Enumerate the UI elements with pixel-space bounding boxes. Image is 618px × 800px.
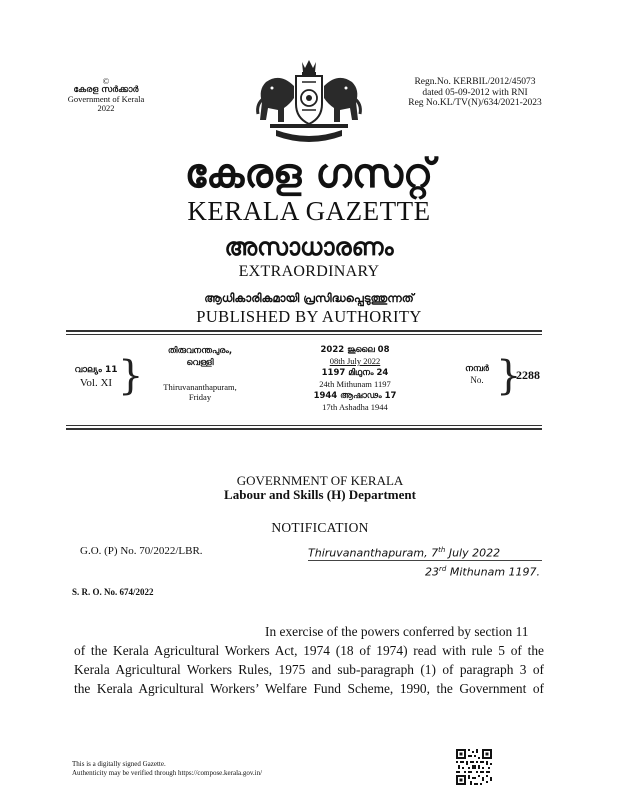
- body-line-1: In exercise of the powers conferred by section 11: [265, 624, 529, 639]
- go-number: G.O. (P) No. 70/2022/LBR.: [80, 545, 203, 557]
- extraordinary-ml: അസാധാരണം: [224, 233, 394, 261]
- mal-date-day: 23: [425, 565, 439, 579]
- saka-ml: 1944 ആഷാഢം 17: [313, 391, 397, 401]
- published-by-ml: ആധികാരികമായി പ്രസിദ്ധപ്പെടുത്തുന്നത്: [204, 291, 414, 305]
- mal-era-en: 24th Mithunam 1197: [319, 379, 391, 389]
- top-rule-thick: [66, 330, 542, 332]
- footer-line-1: This is a digitally signed Gazette.: [72, 760, 166, 768]
- notice-date-rest: July 2022: [448, 546, 501, 560]
- body-line-2: of the Kerala Agricultural Workers Act, 1974 (18 of 1974) read with rule 5 of the: [74, 643, 544, 658]
- regn-dated: dated 05-09-2012 with RNI: [422, 87, 528, 98]
- left-brace: }: [118, 353, 144, 399]
- copyright-year: 2022: [97, 103, 115, 113]
- date-ml: 2022 ജൂലൈ 08: [320, 345, 390, 355]
- registration-block: [380, 77, 570, 109]
- copyright-block: [58, 77, 154, 113]
- extraordinary-en: EXTRAORDINARY: [238, 263, 380, 280]
- number-label-block: [455, 364, 499, 386]
- volume-block: [66, 364, 126, 390]
- malayalam-date: [425, 563, 540, 579]
- body-line-3: Kerala Agricultural Workers Rules, 1975 and sub-paragraph (1) of paragraph 3 of: [74, 662, 544, 677]
- day-ml: വെള്ളി: [186, 358, 214, 368]
- government-heading: GOVERNMENT OF KERALA: [236, 473, 404, 488]
- gazette-title-en: KERALA GAZETTE: [187, 196, 431, 226]
- right-brace: }: [496, 353, 522, 399]
- notice-date-day: 7: [431, 546, 439, 560]
- number-label-en: No.: [470, 375, 484, 385]
- govt-name-ml: കേരള സർക്കാർ: [73, 85, 139, 95]
- day-en: Friday: [188, 392, 212, 402]
- notice-date-place: Thiruvananthapuram,: [308, 546, 428, 560]
- top-rule-thin: [66, 334, 542, 335]
- place-block: [150, 345, 250, 402]
- bottom-rule-thick: [66, 428, 542, 430]
- notice-date-day-suffix: th: [438, 546, 446, 554]
- date-block: [300, 345, 410, 412]
- gazette-title-ml: കേരള ഗസറ്റ്: [184, 151, 434, 197]
- body-line-4: the Kerala Agricultural Workers’ Welfare Fund Scheme, 1990, the Government of: [74, 681, 544, 696]
- mal-date-rest: Mithunam 1197.: [449, 565, 541, 579]
- reg-no: Reg No.KL/TV(N)/634/2021-2023: [408, 98, 542, 108]
- volume-en: Vol. XI: [79, 377, 113, 389]
- published-by-en: PUBLISHED BY AUTHORITY: [196, 307, 422, 326]
- footer-note: [72, 760, 262, 778]
- place-ml: തിരുവനന്തപുരം,: [167, 346, 233, 356]
- saka-en: 17th Ashadha 1944: [322, 402, 388, 412]
- footer-line-2: Authenticity may be verified through https://compose.kerala.gov.in/: [72, 769, 263, 777]
- notice-date: [308, 544, 542, 561]
- mal-era-ml: 1197 മിഥുനം 24: [321, 368, 389, 378]
- number-ml: നമ്പർ: [465, 364, 489, 374]
- copyright-symbol: ©: [102, 76, 110, 86]
- bottom-rule-thin: [66, 425, 542, 426]
- department-heading: Labour and Skills (H) Department: [224, 487, 416, 502]
- kerala-state-emblem-icon: [250, 58, 368, 146]
- qr-code-icon: [455, 748, 493, 786]
- volume-ml: വാല്യം 11: [74, 365, 118, 375]
- sro-number: S. R. O. No. 674/2022: [72, 587, 154, 597]
- place-en: Thiruvananthapuram,: [163, 382, 237, 392]
- mal-date-day-suffix: rd: [439, 565, 447, 573]
- date-en: 08th July 2022: [329, 356, 381, 366]
- regn-no: Regn.No. KERBIL/2012/45073: [414, 77, 536, 87]
- issue-number: 2288: [516, 368, 540, 382]
- notification-heading: NOTIFICATION: [271, 520, 369, 535]
- govt-name-en: Government of Kerala: [67, 94, 145, 104]
